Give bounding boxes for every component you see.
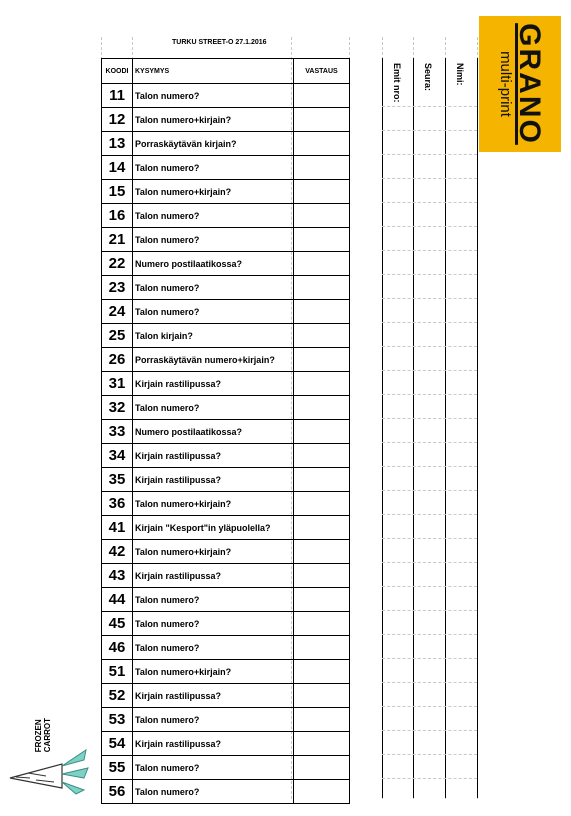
- answer-cell[interactable]: [294, 228, 350, 252]
- table-row: [102, 252, 350, 276]
- table-row: [102, 612, 350, 636]
- control-code: 16: [102, 204, 133, 228]
- answer-cell[interactable]: [294, 84, 350, 108]
- row-guide: [382, 442, 477, 443]
- table-row: [102, 84, 350, 108]
- row-guide: [382, 106, 477, 107]
- table-row: [102, 372, 350, 396]
- answer-cell[interactable]: [294, 108, 350, 132]
- control-code: 45: [102, 612, 133, 636]
- answer-cell[interactable]: [294, 204, 350, 228]
- logo-brand: GRANO: [513, 23, 546, 145]
- table-row: [102, 756, 350, 780]
- control-question: Talon numero?: [133, 708, 294, 732]
- table-row: [102, 492, 350, 516]
- answer-cell[interactable]: [294, 540, 350, 564]
- row-guide: [382, 130, 477, 131]
- table-row: [102, 132, 350, 156]
- control-question: Talon numero?: [133, 204, 294, 228]
- answer-cell[interactable]: [294, 780, 350, 804]
- control-code: 51: [102, 660, 133, 684]
- control-question: Talon numero+kirjain?: [133, 492, 294, 516]
- row-guide: [382, 322, 477, 323]
- control-question: Talon numero?: [133, 276, 294, 300]
- row-guide: [382, 706, 477, 707]
- nimi-column: [445, 58, 478, 798]
- control-code: 24: [102, 300, 133, 324]
- control-question: Talon numero?: [133, 156, 294, 180]
- control-question: Talon numero?: [133, 300, 294, 324]
- control-question: Talon numero?: [133, 588, 294, 612]
- control-code: 42: [102, 540, 133, 564]
- control-question: Talon numero?: [133, 780, 294, 804]
- control-question: Talon numero?: [133, 396, 294, 420]
- emit-column: [382, 58, 414, 798]
- answer-cell[interactable]: [294, 708, 350, 732]
- row-guide: [382, 778, 477, 779]
- control-code: 46: [102, 636, 133, 660]
- answer-cell[interactable]: [294, 588, 350, 612]
- table-row: [102, 780, 350, 804]
- table-row: [102, 516, 350, 540]
- table-row: [102, 180, 350, 204]
- answer-cell[interactable]: [294, 732, 350, 756]
- answer-cell[interactable]: [294, 684, 350, 708]
- row-guide: [382, 298, 477, 299]
- table-row: [102, 420, 350, 444]
- control-code: 33: [102, 420, 133, 444]
- answer-cell[interactable]: [294, 516, 350, 540]
- table-row: [102, 156, 350, 180]
- control-code: 22: [102, 252, 133, 276]
- table-row: [102, 276, 350, 300]
- control-code: 43: [102, 564, 133, 588]
- control-question: Kirjain rastilipussa?: [133, 468, 294, 492]
- row-guide: [382, 274, 477, 275]
- row-guide: [382, 586, 477, 587]
- control-question: Kirjain rastilipussa?: [133, 372, 294, 396]
- control-question: Porraskäytävän numero+kirjain?: [133, 348, 294, 372]
- table-row: [102, 444, 350, 468]
- control-code: 53: [102, 708, 133, 732]
- row-guide: [382, 634, 477, 635]
- row-guide: [382, 370, 477, 371]
- answer-table: [101, 58, 350, 804]
- control-code: 31: [102, 372, 133, 396]
- control-code: 11: [102, 84, 133, 108]
- answer-cell[interactable]: [294, 636, 350, 660]
- control-question: Kirjain rastilipussa?: [133, 444, 294, 468]
- sheet-title: TURKU STREET-O 27.1.2016: [172, 39, 267, 46]
- control-code: 55: [102, 756, 133, 780]
- control-question: Kirjain rastilipussa?: [133, 564, 294, 588]
- table-row: [102, 708, 350, 732]
- table-row: [102, 204, 350, 228]
- control-code: 36: [102, 492, 133, 516]
- answer-cell[interactable]: [294, 156, 350, 180]
- answer-cell[interactable]: [294, 276, 350, 300]
- row-guide: [382, 346, 477, 347]
- logo-subtitle: multi-print: [497, 51, 514, 117]
- control-question: Kirjain rastilipussa?: [133, 732, 294, 756]
- control-question: Numero postilaatikossa?: [133, 252, 294, 276]
- row-guide: [382, 466, 477, 467]
- table-row: [102, 324, 350, 348]
- control-code: 34: [102, 444, 133, 468]
- row-guide: [382, 562, 477, 563]
- carrot-line1: FROZEN: [34, 719, 43, 753]
- table-row: [102, 636, 350, 660]
- control-code: 54: [102, 732, 133, 756]
- answer-cell[interactable]: [294, 468, 350, 492]
- control-code: 32: [102, 396, 133, 420]
- answer-cell[interactable]: [294, 180, 350, 204]
- answer-cell[interactable]: [294, 348, 350, 372]
- control-code: 15: [102, 180, 133, 204]
- answer-cell[interactable]: [294, 756, 350, 780]
- control-question: Talon numero?: [133, 228, 294, 252]
- answer-cell[interactable]: [294, 252, 350, 276]
- row-guide: [382, 610, 477, 611]
- row-guide: [382, 730, 477, 731]
- header-code: KOODI: [102, 59, 133, 84]
- seura-label: Seura:: [423, 63, 433, 92]
- control-question: Talon numero+kirjain?: [133, 108, 294, 132]
- row-guide: [382, 394, 477, 395]
- table-row: [102, 468, 350, 492]
- grano-logo: [479, 16, 561, 152]
- control-code: 12: [102, 108, 133, 132]
- row-guide: [382, 754, 477, 755]
- table-row: [102, 228, 350, 252]
- answer-cell[interactable]: [294, 660, 350, 684]
- carrot-label: [34, 718, 52, 752]
- row-guide: [382, 226, 477, 227]
- answer-cell[interactable]: [294, 132, 350, 156]
- emit-label: Emit nro:: [392, 63, 402, 103]
- control-code: 13: [102, 132, 133, 156]
- control-code: 56: [102, 780, 133, 804]
- carrot-line2: CARROT: [43, 718, 52, 753]
- row-guide: [382, 154, 477, 155]
- table-header-row: [102, 59, 350, 84]
- answer-cell[interactable]: [294, 444, 350, 468]
- row-guide: [382, 538, 477, 539]
- control-question: Talon numero?: [133, 612, 294, 636]
- table-row: [102, 348, 350, 372]
- answer-cell[interactable]: [294, 372, 350, 396]
- table-row: [102, 108, 350, 132]
- row-guide: [382, 418, 477, 419]
- table-row: [102, 588, 350, 612]
- answer-cell[interactable]: [294, 564, 350, 588]
- control-code: 44: [102, 588, 133, 612]
- header-answer: VASTAUS: [294, 59, 350, 84]
- row-guide: [382, 682, 477, 683]
- header-question: KYSYMYS: [133, 59, 294, 84]
- answer-cell[interactable]: [294, 300, 350, 324]
- control-question: Talon numero?: [133, 84, 294, 108]
- control-code: 41: [102, 516, 133, 540]
- table-row: [102, 396, 350, 420]
- control-code: 14: [102, 156, 133, 180]
- table-row: [102, 564, 350, 588]
- control-question: Talon kirjain?: [133, 324, 294, 348]
- table-row: [102, 660, 350, 684]
- answer-cell[interactable]: [294, 420, 350, 444]
- row-guide: [382, 658, 477, 659]
- row-guide: [382, 178, 477, 179]
- control-question: Kirjain rastilipussa?: [133, 684, 294, 708]
- control-question: Porraskäytävän kirjain?: [133, 132, 294, 156]
- answer-cell[interactable]: [294, 324, 350, 348]
- row-guide: [382, 202, 477, 203]
- answer-cell[interactable]: [294, 492, 350, 516]
- control-question: Kirjain "Kesport"in yläpuolella?: [133, 516, 294, 540]
- control-code: 25: [102, 324, 133, 348]
- control-code: 52: [102, 684, 133, 708]
- control-question: Talon numero?: [133, 636, 294, 660]
- control-question: Talon numero+kirjain?: [133, 540, 294, 564]
- answer-cell[interactable]: [294, 612, 350, 636]
- control-question: Talon numero+kirjain?: [133, 180, 294, 204]
- row-guide: [382, 250, 477, 251]
- table-row: [102, 732, 350, 756]
- control-question: Numero postilaatikossa?: [133, 420, 294, 444]
- table-row: [102, 300, 350, 324]
- control-question: Talon numero?: [133, 756, 294, 780]
- control-code: 26: [102, 348, 133, 372]
- control-code: 23: [102, 276, 133, 300]
- nimi-label: Nimi:: [455, 63, 465, 86]
- control-code: 35: [102, 468, 133, 492]
- answer-cell[interactable]: [294, 396, 350, 420]
- row-guide: [382, 490, 477, 491]
- control-code: 21: [102, 228, 133, 252]
- control-question: Talon numero+kirjain?: [133, 660, 294, 684]
- row-guide: [382, 514, 477, 515]
- table-row: [102, 540, 350, 564]
- seura-column: [413, 58, 445, 798]
- table-row: [102, 684, 350, 708]
